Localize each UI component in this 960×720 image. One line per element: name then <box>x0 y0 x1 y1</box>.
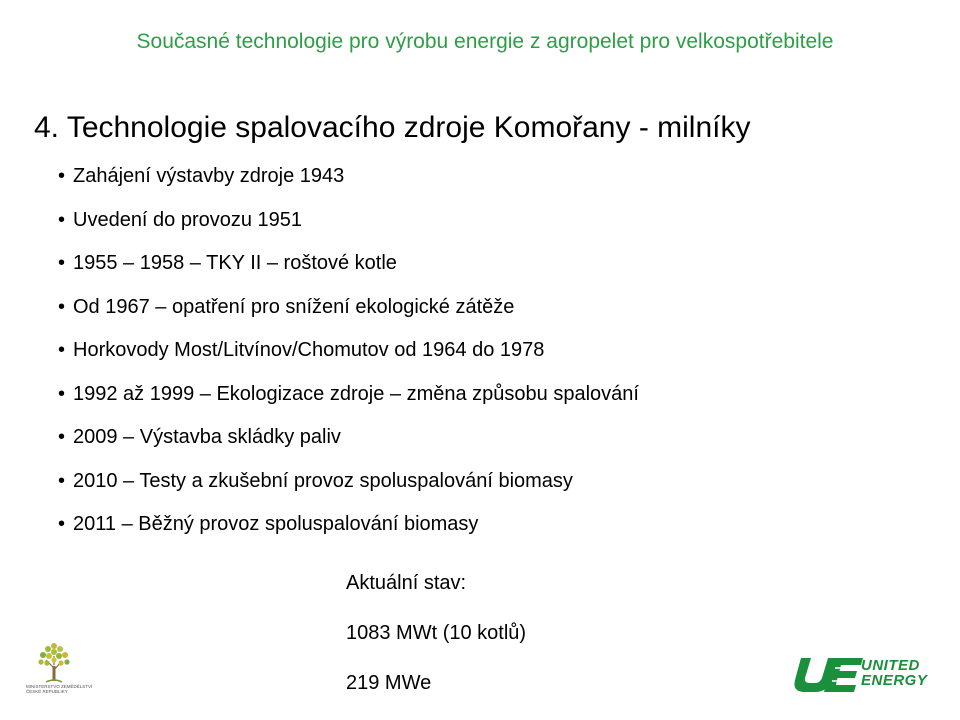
list-item-text: 2009 – Výstavba skládky paliv <box>73 426 341 448</box>
united-energy-logo <box>791 654 933 694</box>
list-item-text: 1992 až 1999 – Ekologizace zdroje – změna způsobu spalování <box>73 382 639 405</box>
list-item-text: Uvedení do provozu 1951 <box>73 208 303 231</box>
list-item-text: Zahájení výstavby zdroje 1943 <box>73 165 345 187</box>
bullet-marker: • <box>58 208 66 231</box>
bullet-marker: • <box>58 295 66 318</box>
status-electric-output: 219 MWe <box>346 672 432 694</box>
ministry-logo <box>22 638 92 704</box>
bullet-marker: • <box>58 469 66 492</box>
list-item <box>58 291 639 335</box>
tree-icon <box>34 638 74 684</box>
ministry-logo-caption: MINISTERSTVO ZEMĚDĚLSTVÍ ČESKÉ REPUBLIKY <box>26 684 93 694</box>
list-item-text: 1955 – 1958 – TKY II – roštové kotle <box>73 252 397 274</box>
bullet-marker: • <box>58 252 66 274</box>
list-item-text: 2011 – Běžný provoz spoluspalování biomasy <box>73 513 479 535</box>
list-item-text: Horkovody Most/Litvínov/Chomutov od 1964 do 1978 <box>73 339 545 361</box>
milestone-list <box>58 160 639 552</box>
list-item <box>58 465 639 509</box>
list-item <box>58 378 639 422</box>
bullet-marker: • <box>58 426 66 448</box>
list-item-text: 2010 – Testy a zkušební provoz spoluspalování biomasy <box>73 469 573 492</box>
status-thermal-output: 1083 MWt (10 kotlů) <box>346 622 527 644</box>
list-item <box>58 204 639 248</box>
bullet-marker: • <box>58 382 66 405</box>
list-item <box>58 508 639 552</box>
bullet-marker: • <box>58 513 66 535</box>
list-item <box>58 334 639 378</box>
ue-logo-icon <box>791 654 863 694</box>
list-item <box>58 247 639 291</box>
united-energy-wordmark: UNITED ENERGY <box>861 657 928 689</box>
current-status-block <box>346 567 526 717</box>
bullet-marker: • <box>58 165 66 187</box>
list-item <box>58 421 639 465</box>
list-item-text: Od 1967 – opatření pro snížení ekologické zátěže <box>73 295 515 318</box>
bullet-marker: • <box>58 339 66 361</box>
list-item <box>58 160 639 204</box>
page-title: 4. Technologie spalovacího zdroje Komořany - milníky <box>34 111 751 144</box>
slide-header-title: Současné technologie pro výrobu energie z agropelet pro velkospotřebitele <box>136 30 834 53</box>
status-heading: Aktuální stav: <box>346 572 467 594</box>
